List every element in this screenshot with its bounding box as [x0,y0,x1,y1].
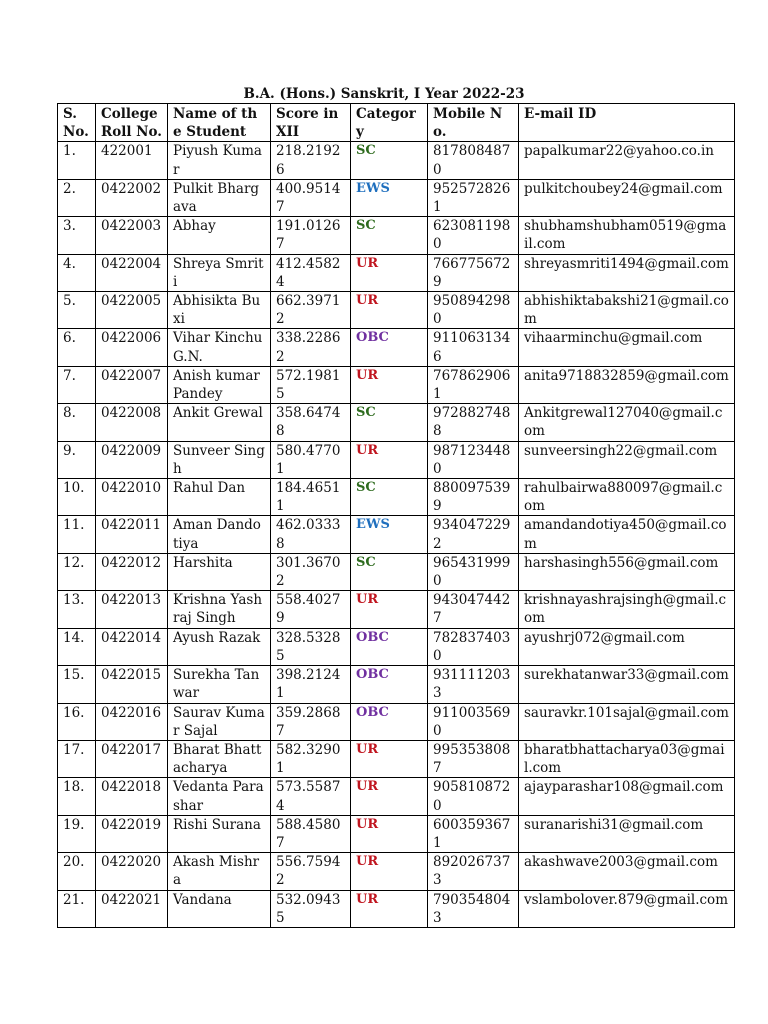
cell-student-name: Anish kumar Pandey [168,366,271,403]
table-row [58,404,735,441]
header-mobile: Mobile No. [428,104,519,142]
cell-score: 572.19815 [271,366,351,403]
cell-score: 573.55874 [271,778,351,815]
cell-email: ayushrj072@gmail.com [519,628,735,665]
table-header-row [58,104,735,142]
cell-email: papalkumar22@yahoo.co.in [519,142,735,179]
cell-student-name: Vandana [168,890,271,927]
cell-student-name: Bharat Bhattacharya [168,740,271,777]
cell-category: SC [351,553,428,590]
cell-student-name: Ayush Razak [168,628,271,665]
cell-category: UR [351,890,428,927]
cell-mobile: 7903548043 [428,890,519,927]
cell-email: sunveersingh22@gmail.com [519,441,735,478]
cell-mobile: 9728827488 [428,404,519,441]
cell-roll-no: 0422015 [96,666,168,703]
cell-sno: 18. [58,778,96,815]
cell-student-name: Piyush Kumar [168,142,271,179]
cell-category: UR [351,591,428,628]
cell-roll-no: 0422017 [96,740,168,777]
cell-email: vslambolover.879@gmail.com [519,890,735,927]
cell-score: 398.21241 [271,666,351,703]
cell-roll-no: 0422010 [96,479,168,516]
cell-student-name: Vihar Kinchu G.N. [168,329,271,366]
cell-category: UR [351,366,428,403]
cell-roll-no: 0422005 [96,292,168,329]
table-row [58,703,735,740]
table-row [58,366,735,403]
cell-sno: 15. [58,666,96,703]
cell-sno: 11. [58,516,96,553]
cell-mobile: 8178084870 [428,142,519,179]
cell-score: 558.40279 [271,591,351,628]
cell-category: SC [351,217,428,254]
cell-student-name: Pulkit Bhargava [168,179,271,216]
cell-student-name: Vedanta Parashar [168,778,271,815]
table-row [58,179,735,216]
cell-student-name: Shreya Smriti [168,254,271,291]
cell-score: 359.28687 [271,703,351,740]
table-row [58,479,735,516]
cell-roll-no: 0422007 [96,366,168,403]
cell-roll-no: 0422011 [96,516,168,553]
cell-sno: 17. [58,740,96,777]
cell-student-name: Saurav Kumar Sajal [168,703,271,740]
cell-roll-no: 422001 [96,142,168,179]
table-row [58,890,735,927]
cell-mobile: 6230811980 [428,217,519,254]
cell-category: OBC [351,329,428,366]
cell-category: UR [351,853,428,890]
cell-category: UR [351,778,428,815]
cell-sno: 1. [58,142,96,179]
cell-category: OBC [351,628,428,665]
student-table [57,103,735,928]
cell-score: 462.03338 [271,516,351,553]
cell-email: shreyasmriti1494@gmail.com [519,254,735,291]
table-row [58,815,735,852]
cell-email: pulkitchoubey24@gmail.com [519,179,735,216]
cell-email: ajayparashar108@gmail.com [519,778,735,815]
cell-roll-no: 0422008 [96,404,168,441]
cell-score: 582.32901 [271,740,351,777]
cell-category: OBC [351,666,428,703]
cell-roll-no: 0422021 [96,890,168,927]
cell-sno: 6. [58,329,96,366]
cell-sno: 8. [58,404,96,441]
cell-mobile: 7828374030 [428,628,519,665]
header-category: Category [351,104,428,142]
cell-mobile: 9525728261 [428,179,519,216]
cell-student-name: Abhisikta Buxi [168,292,271,329]
cell-email: suranarishi31@gmail.com [519,815,735,852]
cell-student-name: Akash Mishra [168,853,271,890]
cell-score: 358.64748 [271,404,351,441]
cell-roll-no: 0422018 [96,778,168,815]
table-row [58,329,735,366]
cell-email: anita9718832859@gmail.com [519,366,735,403]
cell-mobile: 7667756729 [428,254,519,291]
cell-category: EWS [351,179,428,216]
cell-student-name: Surekha Tanwar [168,666,271,703]
cell-score: 580.47701 [271,441,351,478]
header-name: Name of the Student [168,104,271,142]
cell-category: UR [351,740,428,777]
cell-category: UR [351,441,428,478]
cell-roll-no: 0422014 [96,628,168,665]
cell-email: bharatbhattacharya03@gmail.com [519,740,735,777]
cell-email: amandandotiya450@gmail.com [519,516,735,553]
cell-category: SC [351,404,428,441]
cell-score: 328.53285 [271,628,351,665]
cell-email: akashwave2003@gmail.com [519,853,735,890]
cell-score: 338.22862 [271,329,351,366]
cell-score: 532.09435 [271,890,351,927]
cell-mobile: 8920267373 [428,853,519,890]
cell-sno: 21. [58,890,96,927]
table-row [58,591,735,628]
table-row [58,740,735,777]
table-row [58,254,735,291]
cell-sno: 2. [58,179,96,216]
table-row [58,292,735,329]
cell-score: 412.45824 [271,254,351,291]
cell-score: 556.75942 [271,853,351,890]
cell-student-name: Sunveer Singh [168,441,271,478]
cell-mobile: 9058108720 [428,778,519,815]
table-row [58,516,735,553]
cell-student-name: Rishi Surana [168,815,271,852]
cell-student-name: Abhay [168,217,271,254]
cell-roll-no: 0422006 [96,329,168,366]
cell-student-name: Rahul Dan [168,479,271,516]
cell-roll-no: 0422009 [96,441,168,478]
cell-mobile: 8800975399 [428,479,519,516]
header-sno: S. No. [58,104,96,142]
cell-email: Ankitgrewal127040@gmail.com [519,404,735,441]
cell-sno: 3. [58,217,96,254]
cell-roll-no: 0422003 [96,217,168,254]
table-row [58,853,735,890]
cell-score: 301.36702 [271,553,351,590]
cell-sno: 13. [58,591,96,628]
cell-email: sauravkr.101sajal@gmail.com [519,703,735,740]
cell-sno: 20. [58,853,96,890]
header-email: E-mail ID [519,104,735,142]
cell-email: surekhatanwar33@gmail.com [519,666,735,703]
cell-roll-no: 0422016 [96,703,168,740]
cell-mobile: 9654319990 [428,553,519,590]
cell-category: UR [351,815,428,852]
cell-email: abhishiktabakshi21@gmail.com [519,292,735,329]
cell-category: UR [351,292,428,329]
table-row [58,441,735,478]
cell-category: OBC [351,703,428,740]
cell-email: shubhamshubham0519@gmail.com [519,217,735,254]
cell-sno: 5. [58,292,96,329]
table-row [58,142,735,179]
cell-sno: 9. [58,441,96,478]
cell-mobile: 9430474427 [428,591,519,628]
cell-mobile: 9311112033 [428,666,519,703]
cell-student-name: Harshita [168,553,271,590]
cell-email: krishnayashrajsingh@gmail.com [519,591,735,628]
cell-roll-no: 0422020 [96,853,168,890]
cell-category: EWS [351,516,428,553]
table-row [58,217,735,254]
table-row [58,666,735,703]
cell-roll-no: 0422013 [96,591,168,628]
cell-score: 662.39712 [271,292,351,329]
cell-email: vihaarminchu@gmail.com [519,329,735,366]
header-score: Score in XII [271,104,351,142]
cell-sno: 16. [58,703,96,740]
cell-sno: 14. [58,628,96,665]
cell-mobile: 9110035690 [428,703,519,740]
cell-score: 588.45807 [271,815,351,852]
cell-sno: 19. [58,815,96,852]
cell-student-name: Aman Dandotiya [168,516,271,553]
header-roll: College Roll No. [96,104,168,142]
cell-email: harshasingh556@gmail.com [519,553,735,590]
cell-sno: 4. [58,254,96,291]
cell-score: 191.01267 [271,217,351,254]
cell-roll-no: 0422012 [96,553,168,590]
cell-sno: 10. [58,479,96,516]
cell-mobile: 9110631346 [428,329,519,366]
table-row [58,628,735,665]
cell-mobile: 7678629061 [428,366,519,403]
cell-mobile: 9340472292 [428,516,519,553]
cell-mobile: 9508942980 [428,292,519,329]
document-title: B.A. (Hons.) Sanskrit, I Year 2022-23 [243,86,525,102]
cell-sno: 12. [58,553,96,590]
cell-student-name: Krishna Yashraj Singh [168,591,271,628]
cell-score: 400.95147 [271,179,351,216]
cell-email: rahulbairwa880097@gmail.com [519,479,735,516]
table-row [58,553,735,590]
cell-mobile: 6003593671 [428,815,519,852]
cell-roll-no: 0422002 [96,179,168,216]
cell-score: 184.46511 [271,479,351,516]
cell-category: SC [351,142,428,179]
cell-student-name: Ankit Grewal [168,404,271,441]
cell-mobile: 9953538087 [428,740,519,777]
cell-category: UR [351,254,428,291]
cell-mobile: 9871234480 [428,441,519,478]
cell-category: SC [351,479,428,516]
cell-roll-no: 0422019 [96,815,168,852]
table-row [58,778,735,815]
cell-score: 218.21926 [271,142,351,179]
cell-sno: 7. [58,366,96,403]
cell-roll-no: 0422004 [96,254,168,291]
